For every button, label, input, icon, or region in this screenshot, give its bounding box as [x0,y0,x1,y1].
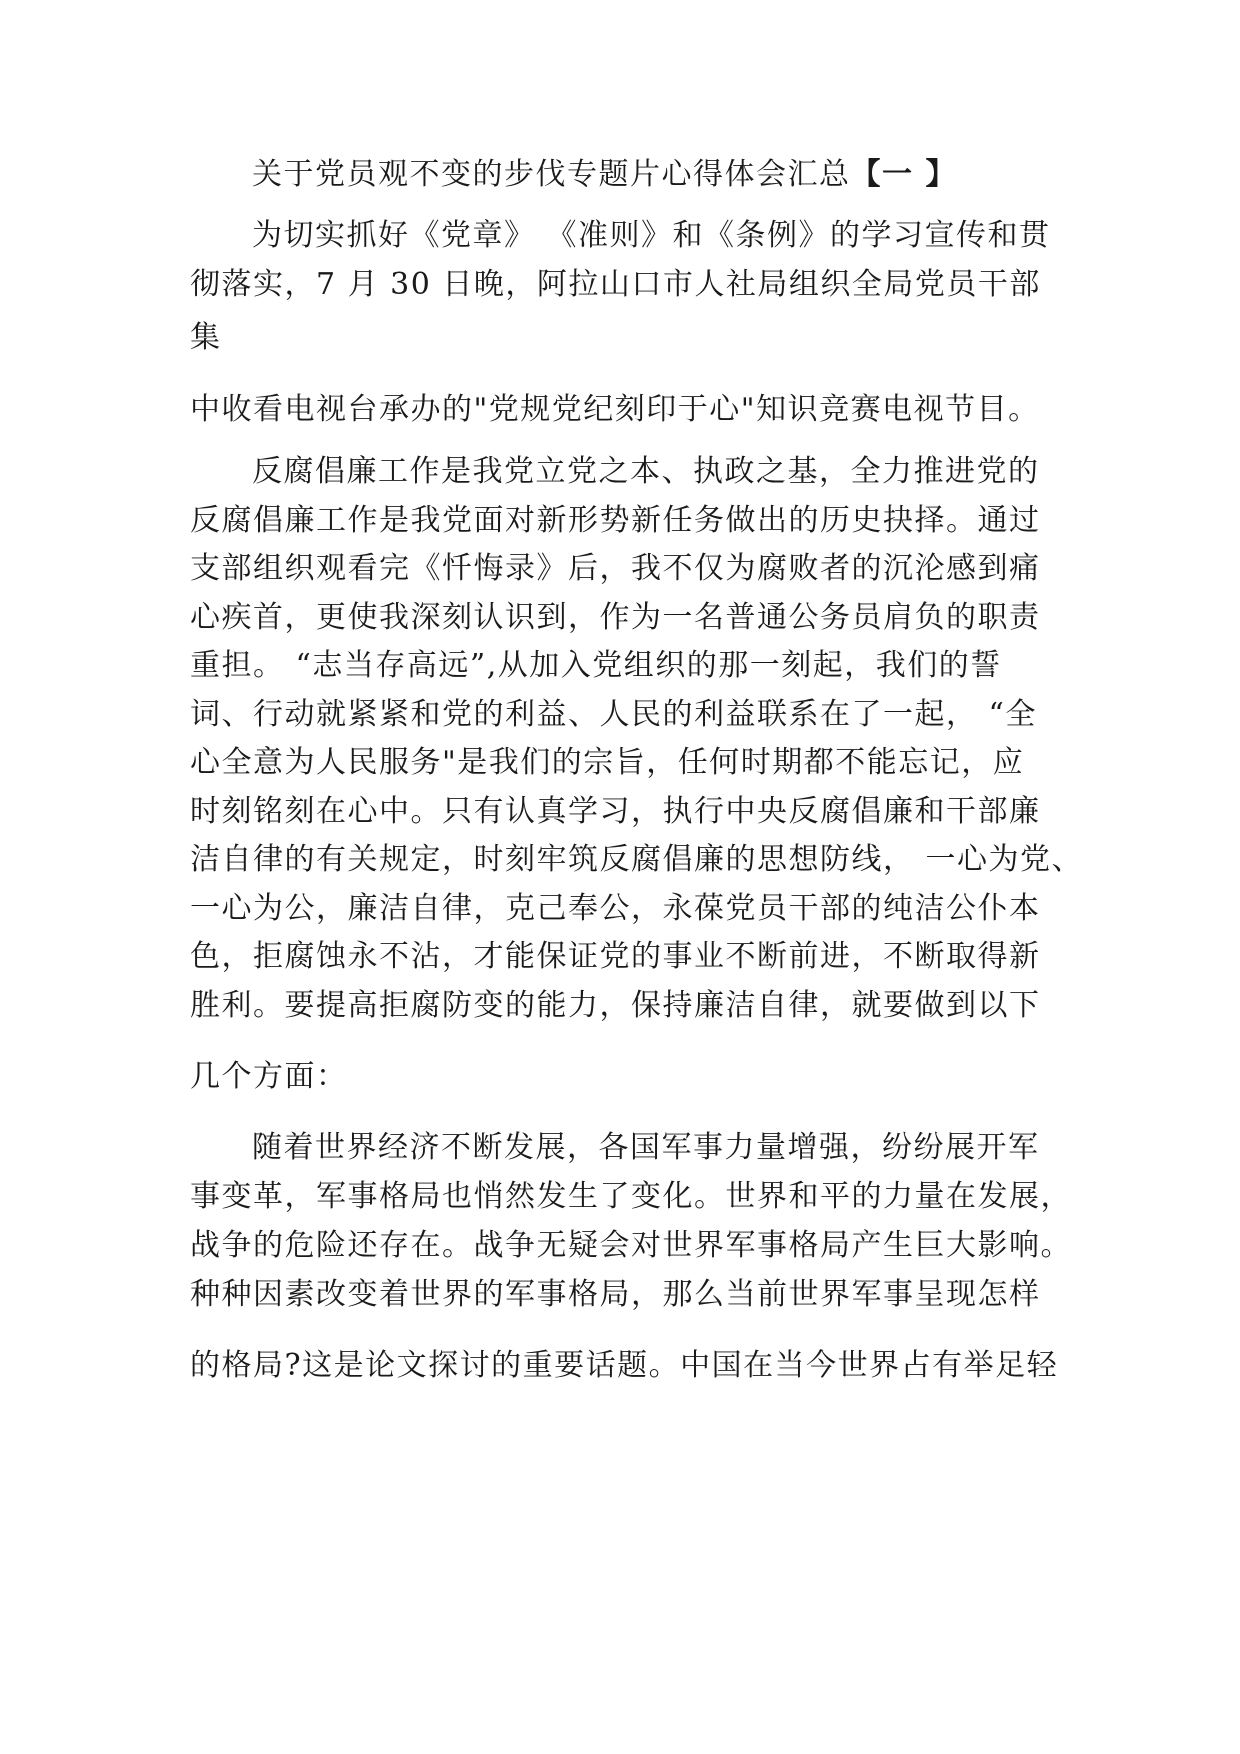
paragraph-line: 色，拒腐蚀永不沾，才能保证党的事业不断前进，不断取得新 [190,939,1041,974]
paragraph-line: 几个方面： [190,1059,348,1094]
paragraph-line: 为切实抓好《党章》 《准则》和《条例》的学习宣传和贯 [252,218,1051,253]
paragraph-line: 的格局?这是论文探讨的重要话题。中国在当今世界占有举足轻 [190,1348,1059,1383]
paragraph-line: 洁自律的有关规定，时刻牢筑反腐倡廉的思想防线， 一心为党、 [190,842,1084,877]
paragraph-line: 胜利。要提高拒腐防变的能力，保持廉洁自律，就要做到以下 [190,988,1041,1023]
paragraph-line: 反腐倡廉工作是我党立党之本、执政之基，全力推进党的 [252,454,1040,489]
paragraph-line: 心疾首，更使我深刻认识到，作为一名普通公务员肩负的职责 [190,600,1041,635]
paragraph-line: 支部组织观看完《忏悔录》后，我不仅为腐败者的沉沦感到痛 [190,551,1041,586]
paragraph-line: 时刻铭刻在心中。只有认真学习，执行中央反腐倡廉和干部廉 [190,794,1041,829]
paragraph-line: 中收看电视台承办的"党规党纪刻印于心"知识竞赛电视节目。 [190,392,1040,427]
document-title [252,155,957,195]
paragraph-line: 一心为公，廉洁自律，克己奉公，永葆党员干部的纯洁公仆本 [190,891,1041,926]
paragraph-line: 随着世界经济不断发展，各国军事力量增强，纷纷展开军 [252,1130,1040,1165]
paragraph-line: 重担。 “志当存高远”,从加入党组织的那一刻起，我们的誓 [190,648,1002,683]
paragraph-line: 种种因素改变着世界的军事格局，那么当前世界军事呈现怎样 [190,1277,1041,1312]
paragraph-line: 心全意为人民服务"是我们的宗旨，任何时期都不能忘记，应 [190,745,1025,780]
paragraph-line: 战争的危险还存在。战争无疑会对世界军事格局产生巨大影响。 [190,1228,1072,1263]
title-suffix: 【一 】 [850,157,957,192]
paragraph-line: 集 [190,320,222,355]
title-text: 关于党员观不变的步伐专题片心得体会汇总 [252,157,851,192]
paragraph-line: 彻落实，7 月 30 日晚，阿拉山口市人社局组织全局党员干部 [190,267,1041,302]
paragraph-line: 事变革，军事格局也悄然发生了变化。世界和平的力量在发展， [190,1179,1072,1214]
paragraph-line: 词、行动就紧紧和党的利益、人民的利益联系在了一起， “全 [190,697,1037,732]
paragraph-line: 反腐倡廉工作是我党面对新形势新任务做出的历史抉择。通过 [190,503,1041,538]
